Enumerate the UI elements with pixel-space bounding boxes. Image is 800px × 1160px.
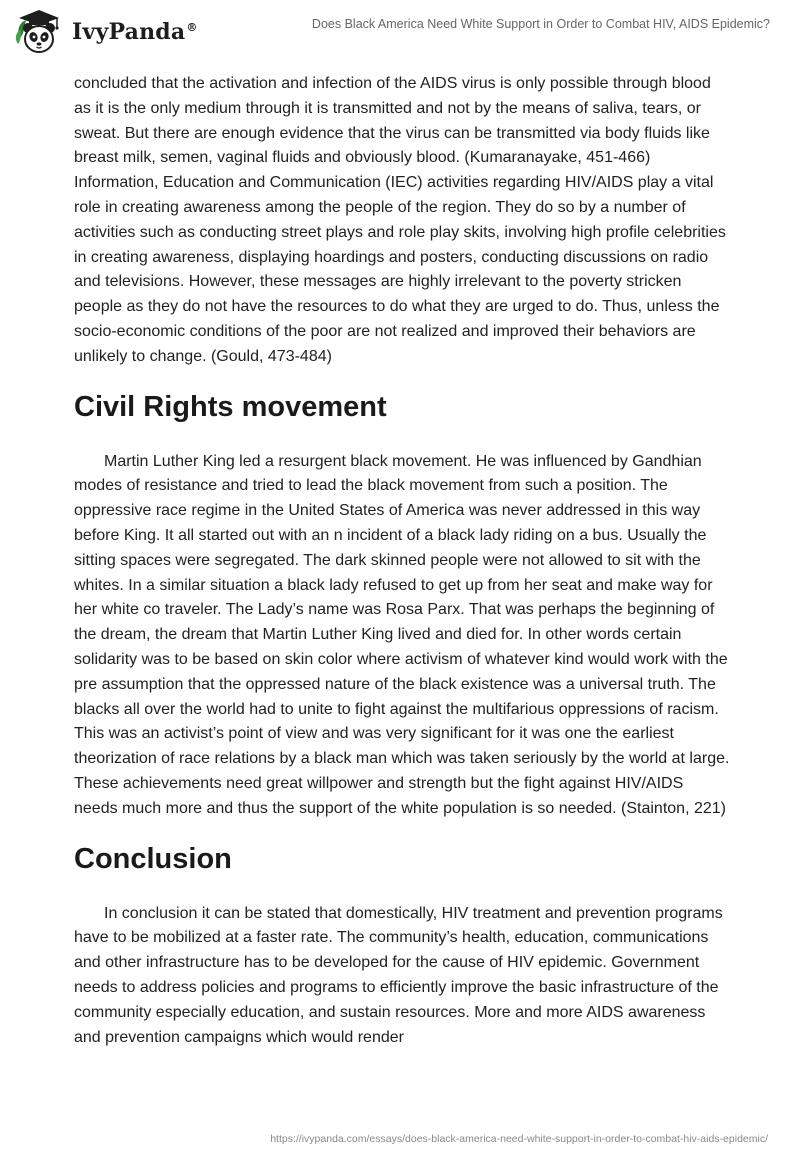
intro-paragraph: concluded that the activation and infection of the AIDS virus is only possible through blood as it is the only medium through it is transmitted and not by the means of saliva, tears, or sweat. But there are enough evidence that the virus can be transmitted via body fluids like breast milk, semen, vaginal fluids and obviously blood. (Kumaranayake, 451-466) Information, Education and Communication (IEC) activities regarding HIV/AIDS play a vital role in creating awareness among the people of the region. They do so by a number of activities such as conducting street plays and role play skits, involving high profile celebrities in creating awareness, displaying hoardings and posters, conducting discussions on radio and televisions. However, these messages are highly irrelevant to the poverty stricken people as they do not have the resources to do what they are urged to do. Thus, unless the socio-economic conditions of the poor are not realized and improved their behaviors are unlikely to change. (Gould, 473-484) [74, 75, 726, 365]
registered-mark: ® [186, 20, 198, 34]
source-url-link[interactable]: https://ivypanda.com/essays/does-black-america-need-white-support-in-order-to-combat-hiv-aids-epidemic/ [270, 1133, 768, 1145]
essay-content [74, 72, 730, 1050]
page-header [0, 0, 800, 62]
logo-wordmark [72, 19, 198, 45]
ivypanda-logo[interactable] [14, 8, 198, 56]
conclusion-paragraph: In conclusion it can be stated that domestically, HIV treatment and prevention programs have to be mobilized at a faster rate. The community’s health, education, communications and other infrastructure has to be developed for the cause of HIV epidemic. Government needs to address policies and programs to efficiently improve the basic infrastructure of the community especially education, and sustain resources. More and more AIDS awareness and prevention campaigns which would render [74, 904, 723, 1046]
section-heading-civil-rights: Civil Rights movement [74, 390, 387, 423]
document-title: Does Black America Need White Support in Order to Combat HIV, AIDS Epidemic? [311, 17, 770, 31]
civil-rights-paragraph: Martin Luther King led a resurgent black movement. He was influenced by Gandhian modes of resistance and tried to lead the black movement from such a position. The oppressive race regime in the United States of America was never addressed in this way before King. It all started out with an n incident of a black lady riding on a bus. Usually the sitting spaces were segregated. The dark skinned people were not allowed to sit with the whites. In a similar situation a black lady refused to get up from her seat and make way for her white co traveler. The Lady’s name was Rosa Parx. That was perhaps the beginning of the dream, the dream that Martin Luther King lived and died for. In other words certain solidarity was to be based on skin color where activism of whatever kind would work with the pre assumption that the oppressed nature of the black existence was a universal truth. The blacks all over the world had to unite to fight against the multifarious oppressions of racism. This was an activist’s point of view and was very significant for it was one the earliest theorization of race relations by a black man which was taken seriously by the world at large. These achievements need great willpower and strength but the fight against HIV/AIDS needs much more and thus the support of the white population is so needed. (Stainton, 221) [74, 452, 730, 817]
logo-text: IvyPanda [72, 19, 186, 45]
panda-graduate-icon [14, 8, 64, 56]
section-heading-conclusion: Conclusion [74, 842, 232, 875]
